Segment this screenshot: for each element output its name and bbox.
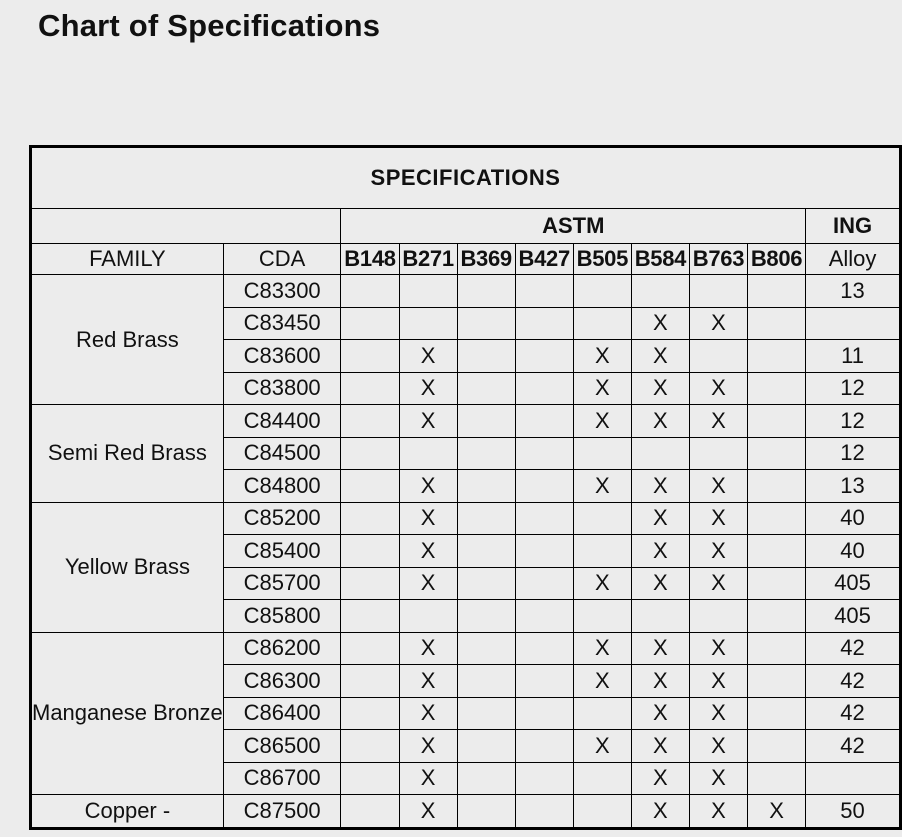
astm-mark-cell [573, 600, 631, 633]
astm-mark-cell: X [573, 405, 631, 438]
ingot-alloy-cell: 405 [806, 600, 901, 633]
astm-mark-cell: X [399, 697, 457, 730]
astm-mark-cell: X [399, 762, 457, 795]
astm-mark-cell [341, 307, 399, 340]
cda-cell: C85400 [223, 535, 341, 568]
astm-mark-cell [457, 762, 515, 795]
astm-mark-cell [515, 340, 573, 373]
astm-mark-cell [515, 470, 573, 503]
astm-mark-cell: X [399, 795, 457, 829]
cda-cell: C84400 [223, 405, 341, 438]
astm-mark-cell: X [399, 665, 457, 698]
astm-mark-cell: X [399, 502, 457, 535]
astm-mark-cell [457, 307, 515, 340]
astm-mark-cell: X [399, 372, 457, 405]
astm-mark-cell: X [689, 307, 747, 340]
astm-mark-cell: X [573, 567, 631, 600]
astm-mark-cell [515, 372, 573, 405]
astm-mark-cell: X [689, 535, 747, 568]
cda-cell: C84800 [223, 470, 341, 503]
astm-mark-cell: X [689, 632, 747, 665]
ingot-alloy-cell: 13 [806, 275, 901, 308]
astm-mark-cell [457, 502, 515, 535]
astm-mark-cell: X [631, 307, 689, 340]
astm-column-header: B763 [689, 244, 747, 275]
astm-mark-cell: X [399, 567, 457, 600]
astm-mark-cell [457, 632, 515, 665]
ingot-alloy-cell: 42 [806, 632, 901, 665]
ingot-group-header: ING [806, 209, 901, 244]
ingot-alloy-cell: 405 [806, 567, 901, 600]
group-header-blank [31, 209, 341, 244]
table-row [31, 632, 901, 665]
alloy-column-header: Alloy [806, 244, 901, 275]
family-column-header: FAMILY [31, 244, 224, 275]
ingot-alloy-cell: 40 [806, 502, 901, 535]
astm-mark-cell [515, 632, 573, 665]
astm-mark-cell: X [399, 470, 457, 503]
astm-mark-cell [748, 307, 806, 340]
astm-mark-cell [689, 275, 747, 308]
astm-mark-cell [457, 275, 515, 308]
cda-cell: C86500 [223, 730, 341, 763]
cda-cell: C85700 [223, 567, 341, 600]
astm-column-header: B148 [341, 244, 399, 275]
ingot-alloy-cell: 42 [806, 697, 901, 730]
astm-mark-cell [573, 502, 631, 535]
ingot-alloy-cell: 50 [806, 795, 901, 829]
astm-mark-cell [748, 600, 806, 633]
astm-mark-cell [573, 307, 631, 340]
astm-mark-cell: X [689, 762, 747, 795]
astm-mark-cell [341, 632, 399, 665]
astm-mark-cell [515, 405, 573, 438]
astm-mark-cell [515, 730, 573, 763]
astm-mark-cell [457, 372, 515, 405]
astm-mark-cell: X [631, 372, 689, 405]
astm-mark-cell [573, 697, 631, 730]
astm-mark-cell [457, 600, 515, 633]
astm-mark-cell: X [399, 405, 457, 438]
astm-mark-cell [689, 437, 747, 470]
astm-column-header: B427 [515, 244, 573, 275]
astm-mark-cell: X [399, 730, 457, 763]
astm-mark-cell [341, 600, 399, 633]
astm-mark-cell: X [689, 372, 747, 405]
astm-mark-cell: X [748, 795, 806, 829]
astm-mark-cell [341, 340, 399, 373]
table-title: SPECIFICATIONS [31, 147, 901, 209]
family-cell: Red Brass [31, 275, 224, 405]
astm-mark-cell [457, 340, 515, 373]
astm-mark-cell [341, 697, 399, 730]
astm-mark-cell [341, 730, 399, 763]
cda-cell: C86200 [223, 632, 341, 665]
astm-mark-cell [457, 567, 515, 600]
astm-mark-cell: X [631, 470, 689, 503]
astm-mark-cell: X [631, 632, 689, 665]
astm-mark-cell: X [689, 470, 747, 503]
astm-mark-cell: X [631, 665, 689, 698]
astm-mark-cell [631, 275, 689, 308]
cda-cell: C86400 [223, 697, 341, 730]
astm-mark-cell [457, 405, 515, 438]
astm-mark-cell [689, 340, 747, 373]
cda-cell: C83600 [223, 340, 341, 373]
family-cell: Yellow Brass [31, 502, 224, 632]
astm-mark-cell: X [689, 795, 747, 829]
astm-mark-cell [748, 730, 806, 763]
astm-mark-cell [748, 502, 806, 535]
ingot-alloy-cell: 40 [806, 535, 901, 568]
astm-mark-cell [748, 470, 806, 503]
astm-mark-cell [748, 762, 806, 795]
astm-mark-cell: X [573, 632, 631, 665]
astm-mark-cell [515, 502, 573, 535]
astm-mark-cell [515, 275, 573, 308]
astm-mark-cell [689, 600, 747, 633]
astm-mark-cell [341, 762, 399, 795]
ingot-alloy-cell: 42 [806, 730, 901, 763]
astm-mark-cell [748, 697, 806, 730]
table-row [31, 502, 901, 535]
table-title-row [31, 147, 901, 209]
astm-mark-cell [457, 730, 515, 763]
ingot-alloy-cell: 42 [806, 665, 901, 698]
astm-mark-cell [515, 795, 573, 829]
astm-mark-cell [457, 437, 515, 470]
astm-mark-cell [399, 307, 457, 340]
astm-mark-cell [748, 567, 806, 600]
astm-mark-cell [341, 795, 399, 829]
cda-column-header: CDA [223, 244, 341, 275]
astm-mark-cell [573, 275, 631, 308]
astm-mark-cell: X [689, 405, 747, 438]
ingot-alloy-cell: 12 [806, 372, 901, 405]
family-cell: Manganese Bronze [31, 632, 224, 795]
cda-cell: C86300 [223, 665, 341, 698]
specifications-table-container [29, 145, 902, 837]
astm-mark-cell [515, 535, 573, 568]
cda-cell: C83800 [223, 372, 341, 405]
table-row [31, 405, 901, 438]
astm-mark-cell [748, 340, 806, 373]
astm-mark-cell: X [631, 567, 689, 600]
astm-mark-cell [341, 275, 399, 308]
astm-mark-cell [748, 372, 806, 405]
astm-mark-cell: X [689, 502, 747, 535]
astm-mark-cell [573, 437, 631, 470]
astm-mark-cell [515, 600, 573, 633]
astm-mark-cell: X [573, 372, 631, 405]
astm-mark-cell: X [573, 730, 631, 763]
astm-mark-cell: X [631, 340, 689, 373]
astm-mark-cell [631, 437, 689, 470]
astm-mark-cell: X [573, 340, 631, 373]
astm-mark-cell: X [689, 697, 747, 730]
astm-mark-cell: X [689, 567, 747, 600]
cda-cell: C86700 [223, 762, 341, 795]
astm-mark-cell [457, 697, 515, 730]
astm-mark-cell: X [573, 665, 631, 698]
astm-mark-cell [341, 372, 399, 405]
astm-mark-cell: X [631, 697, 689, 730]
astm-mark-cell: X [399, 340, 457, 373]
astm-mark-cell [341, 535, 399, 568]
astm-mark-cell [341, 405, 399, 438]
astm-group-header: ASTM [341, 209, 806, 244]
astm-mark-cell [748, 632, 806, 665]
astm-mark-cell [573, 795, 631, 829]
specifications-table [29, 145, 902, 830]
astm-mark-cell [515, 307, 573, 340]
astm-mark-cell [573, 535, 631, 568]
table-row [31, 275, 901, 308]
ingot-alloy-cell: 11 [806, 340, 901, 373]
astm-mark-cell [515, 437, 573, 470]
astm-mark-cell [341, 567, 399, 600]
astm-mark-cell [341, 665, 399, 698]
ingot-alloy-cell: 13 [806, 470, 901, 503]
astm-mark-cell: X [631, 730, 689, 763]
astm-mark-cell [631, 600, 689, 633]
astm-mark-cell: X [631, 762, 689, 795]
cda-cell: C85200 [223, 502, 341, 535]
astm-mark-cell [399, 275, 457, 308]
page-title: Chart of Specifications [38, 8, 381, 43]
astm-column-header: B271 [399, 244, 457, 275]
astm-column-header: B806 [748, 244, 806, 275]
family-cell: Copper - [31, 795, 224, 829]
astm-mark-cell [457, 535, 515, 568]
table-row [31, 795, 901, 829]
astm-mark-cell: X [631, 502, 689, 535]
astm-mark-cell [457, 795, 515, 829]
astm-mark-cell [748, 437, 806, 470]
ingot-alloy-cell: 12 [806, 405, 901, 438]
astm-mark-cell [341, 437, 399, 470]
astm-mark-cell [399, 600, 457, 633]
ingot-alloy-cell: 12 [806, 437, 901, 470]
group-header-row [31, 209, 901, 244]
astm-mark-cell [515, 697, 573, 730]
ingot-alloy-cell [806, 307, 901, 340]
astm-column-header: B505 [573, 244, 631, 275]
astm-mark-cell [341, 470, 399, 503]
astm-mark-cell: X [573, 470, 631, 503]
astm-mark-cell [457, 665, 515, 698]
astm-mark-cell: X [631, 405, 689, 438]
family-cell: Semi Red Brass [31, 405, 224, 503]
astm-mark-cell [748, 275, 806, 308]
astm-mark-cell [515, 567, 573, 600]
cda-cell: C83300 [223, 275, 341, 308]
cda-cell: C84500 [223, 437, 341, 470]
astm-mark-cell [515, 762, 573, 795]
astm-mark-cell [399, 437, 457, 470]
ingot-alloy-cell [806, 762, 901, 795]
astm-mark-cell [748, 535, 806, 568]
astm-mark-cell [748, 405, 806, 438]
astm-column-header: B584 [631, 244, 689, 275]
astm-mark-cell [573, 762, 631, 795]
astm-mark-cell: X [689, 665, 747, 698]
astm-mark-cell [748, 665, 806, 698]
cda-cell: C83450 [223, 307, 341, 340]
astm-mark-cell: X [689, 730, 747, 763]
astm-mark-cell: X [399, 632, 457, 665]
astm-mark-cell [341, 502, 399, 535]
astm-column-header: B369 [457, 244, 515, 275]
astm-mark-cell: X [631, 795, 689, 829]
column-header-row [31, 244, 901, 275]
cda-cell: C85800 [223, 600, 341, 633]
cda-cell: C87500 [223, 795, 341, 829]
astm-mark-cell: X [399, 535, 457, 568]
astm-mark-cell [515, 665, 573, 698]
astm-mark-cell [457, 470, 515, 503]
astm-mark-cell: X [631, 535, 689, 568]
